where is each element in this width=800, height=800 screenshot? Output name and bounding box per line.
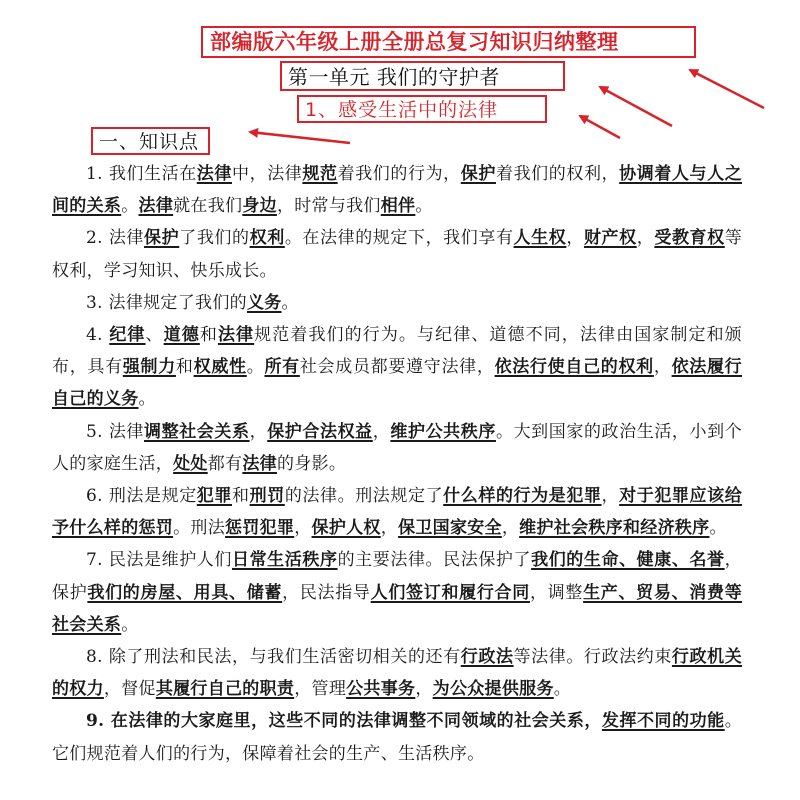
text-segment: 6. 刑法是规定	[86, 486, 197, 507]
text-segment: ，	[501, 518, 520, 539]
text-segment: 7. 民法是维护人们	[86, 550, 232, 571]
key-term: 保卫国家安全	[398, 518, 502, 539]
text-segment: ，	[653, 357, 672, 378]
text-segment: 3. 法律规定了我们的	[86, 292, 247, 313]
knowledge-points	[52, 158, 742, 770]
unit-heading: 第一单元 我们的守护者	[280, 61, 565, 91]
text-segment: 。	[121, 614, 139, 635]
key-term: 法律	[217, 325, 255, 346]
text-segment: ，	[601, 486, 620, 507]
knowledge-point-6	[52, 480, 742, 544]
key-term: 纪律	[109, 325, 146, 346]
text-segment: 和	[199, 325, 218, 346]
key-term: 法律	[196, 164, 232, 184]
text-segment: ，民法指导	[282, 582, 371, 603]
key-term: 依法履行自己的义务	[52, 357, 742, 410]
text-segment: 1. 我们生活在	[86, 164, 197, 184]
key-term: 刑罚	[249, 486, 285, 507]
text-segment: 的身影。	[276, 453, 347, 474]
text-segment: 5. 法律	[86, 421, 145, 442]
text-segment: 着我们的行为，	[337, 164, 461, 184]
knowledge-point-3	[52, 287, 742, 319]
key-term: 权威性	[193, 357, 247, 378]
text-segment: 都有	[207, 453, 243, 474]
knowledge-point-4	[52, 319, 742, 416]
key-term: 日常生活秩序	[231, 550, 338, 571]
key-term: 发挥不同的功能	[601, 711, 725, 732]
key-term: 对于犯罪应该给予什么样的惩罚	[52, 486, 743, 539]
key-term: 保护人权	[311, 518, 381, 539]
key-term: 其履行自己的职责	[155, 679, 295, 700]
text-segment: 着我们的权利，	[495, 164, 620, 184]
text-segment: 的法律。刑法规定了	[284, 486, 444, 507]
key-term: 人生权	[513, 228, 567, 249]
knowledge-point-1	[52, 158, 742, 222]
knowledge-point-2	[52, 222, 742, 286]
text-segment: 。	[138, 389, 156, 410]
knowledge-point-7	[52, 544, 742, 641]
key-term: 保护	[144, 228, 180, 249]
text-segment: 。	[121, 196, 139, 217]
knowledge-point-8	[52, 641, 742, 705]
key-term: 我们的房屋、用具、储蓄	[87, 582, 283, 603]
key-term: 生产、贸易、消费等社会关系	[52, 582, 742, 635]
key-term: 我们的生命、健康、名誉	[531, 550, 725, 571]
key-term: 身边	[242, 196, 277, 217]
text-segment: 。	[281, 292, 299, 313]
key-term: 规范	[302, 164, 338, 184]
key-term: 法律	[138, 196, 174, 217]
key-term: 行政机关的权力	[52, 647, 743, 700]
text-segment: 和	[175, 357, 194, 378]
text-segment: 就在我们	[173, 196, 243, 217]
text-segment: ，	[294, 518, 312, 539]
key-term: 公共事务	[346, 679, 416, 700]
text-segment: 等法律。行政法约束	[513, 647, 672, 668]
text-segment: ，督促	[103, 679, 156, 700]
text-segment: 。刑法	[173, 518, 226, 539]
text-segment: 8. 除了刑法和民法，与我们生活密切相关的还有	[86, 647, 461, 668]
text-segment: 等权利，学习知识、快乐成长。	[52, 228, 743, 281]
text-segment: 社会成员都要遵守法律，	[299, 357, 495, 378]
key-term: 调整社会关系	[144, 421, 250, 442]
arrow-to-title	[690, 70, 764, 108]
key-term: 行政法	[460, 647, 514, 668]
document-title: 部编版六年级上册全册总复习知识归纳整理	[201, 26, 696, 58]
key-term: 什么样的行为是犯罪	[443, 486, 602, 507]
text-segment: 规范着我们的行为。与纪律、道德不同，法律由国家制定和颁布，具有	[52, 325, 742, 378]
key-term: 相伴	[380, 196, 416, 217]
key-term: 保护	[460, 164, 496, 184]
key-term: 维护公共秩序	[390, 421, 496, 442]
knowledge-point-9	[52, 705, 742, 769]
text-segment: ，	[636, 228, 655, 249]
text-segment: 。	[246, 357, 265, 378]
text-segment: 9. 在法律的大家庭里，这些不同的法律调整不同领域的社会关系，	[86, 711, 602, 732]
text-segment: ，	[249, 421, 268, 442]
text-segment: 。大到国家的政治生活，小到个人的家庭生活，	[52, 421, 742, 474]
text-segment: 了我们的	[179, 228, 250, 249]
key-term: 义务	[246, 292, 282, 313]
text-segment: 。	[415, 196, 433, 217]
key-term: 人们签订和履行合同	[370, 582, 530, 603]
arrow-to-lesson	[580, 116, 620, 138]
arrow-to-unit	[600, 87, 672, 126]
text-segment: 中，法律	[232, 164, 303, 184]
lesson-heading: 1、感受生活中的法律	[297, 95, 547, 123]
text-segment: ，	[372, 421, 391, 442]
key-term: 犯罪	[196, 486, 232, 507]
text-segment: ，	[415, 679, 433, 700]
text-segment: ，时常与我们	[276, 196, 381, 217]
key-term: 强制力	[122, 357, 176, 378]
key-term: 权利	[249, 228, 285, 249]
text-segment: ，管理	[294, 679, 347, 700]
key-term: 所有	[264, 357, 300, 378]
knowledge-point-5	[52, 416, 742, 480]
key-term: 受教育权	[654, 228, 725, 249]
key-term: 财产权	[583, 228, 637, 249]
key-term: 道德	[163, 325, 200, 346]
key-term: 为公众提供服务	[432, 679, 554, 700]
text-segment: ，	[380, 518, 399, 539]
key-term: 协调着人与人之间的关系	[52, 164, 743, 217]
text-segment: 。它们规范着人们的行为，保障着社会的生产、生活秩序。	[52, 711, 742, 764]
key-term: 惩罚犯罪	[225, 518, 295, 539]
text-segment: ，保护	[52, 550, 742, 603]
arrow-to-section	[250, 132, 350, 143]
text-segment: 4.	[86, 325, 110, 346]
key-term: 依法行使自己的权利	[494, 357, 654, 378]
section-heading: 一、知识点	[91, 127, 210, 155]
text-segment: 。	[553, 679, 572, 700]
text-segment: ，	[566, 228, 584, 249]
text-segment: 的主要法律。民法保护了	[337, 550, 532, 571]
text-segment: 和	[232, 486, 250, 507]
text-segment: 。	[709, 518, 727, 539]
key-term: 保护合法权益	[267, 421, 373, 442]
key-term: 维护社会秩序和经济秩序	[519, 518, 710, 539]
key-term: 法律	[242, 453, 277, 474]
text-segment: ，调整	[529, 582, 584, 603]
text-segment: 。在法律的规定下，我们享有	[284, 228, 514, 249]
text-segment: 、	[145, 325, 164, 346]
text-segment: 2. 法律	[86, 228, 145, 249]
key-term: 处处	[173, 453, 208, 474]
